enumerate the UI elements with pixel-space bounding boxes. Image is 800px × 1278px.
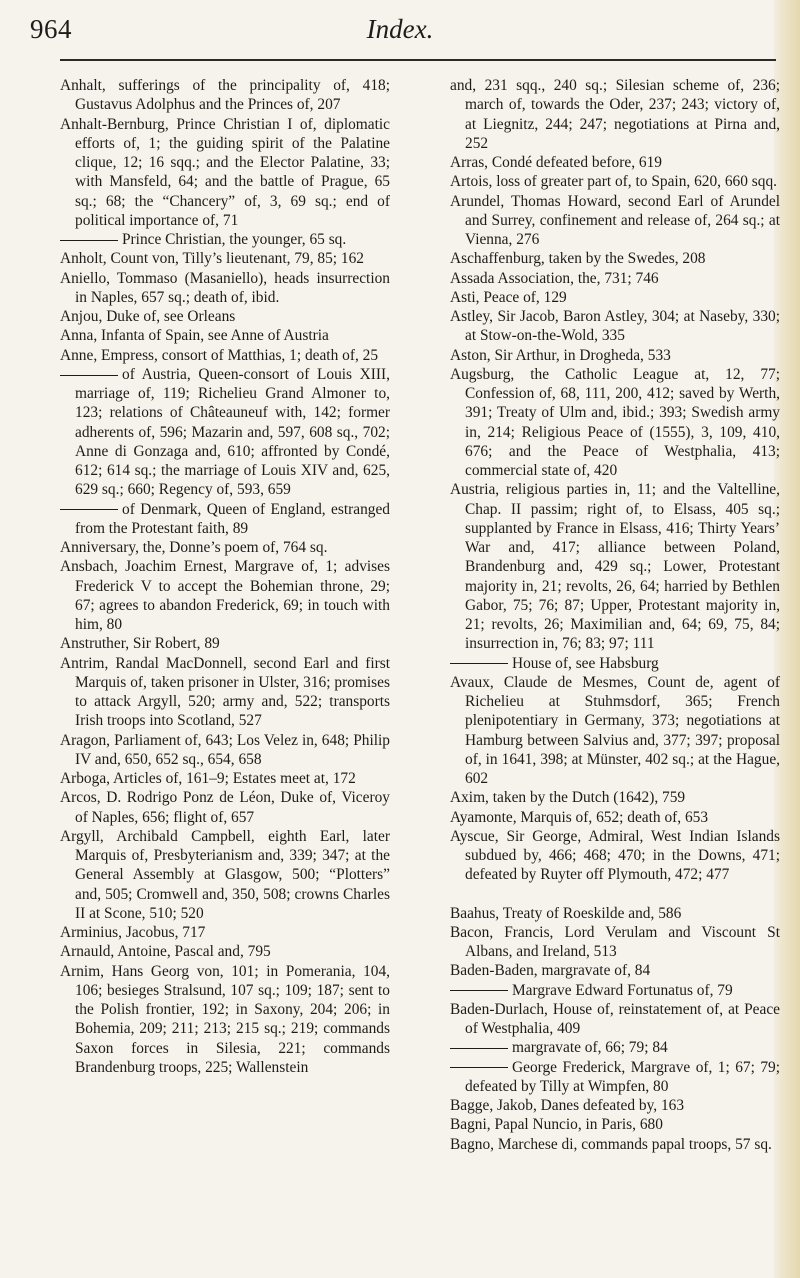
index-entry — [60, 654, 390, 731]
index-entry — [450, 1115, 780, 1134]
entry-text: of Denmark, Queen of England, estranged from the Protestant faith, 89 — [75, 500, 390, 537]
entry-text: House of, reinstatement of, at Peace of Westphalia, 409 — [465, 1000, 780, 1037]
index-entry — [60, 500, 390, 539]
entry-text: Joachim Ernest, Margrave of, 1; advises Frederick V to accept the Bohemian throne, 29; 67; agrees to abandon Frederick, 69; in touch with him, 80 — [75, 558, 390, 633]
index-entry — [60, 942, 390, 961]
entry-heading: Anjou, — [60, 308, 103, 325]
entry-heading: Antrim, — [60, 654, 109, 672]
entry-text: Sir Jacob, Baron Astley, 304; at Naseby, 330; at Stow-on-the-Wold, 335 — [465, 308, 780, 345]
entry-heading: Aniello, — [60, 269, 111, 287]
entry-text: sufferings of the principality of, 418; Gustavus Adolphus and the Princes of, 207 — [75, 77, 390, 114]
page-number: 964 — [30, 14, 72, 44]
ditto-dash — [60, 509, 118, 510]
ditto-dash — [450, 663, 508, 664]
entry-text: Donne’s poem of, 764 sq. — [169, 539, 328, 556]
index-column-right — [450, 76, 780, 1154]
index-entry — [450, 1058, 780, 1097]
entry-heading: Augsburg, — [450, 365, 515, 383]
entry-heading: Arcos, — [60, 789, 101, 807]
index-entry — [60, 230, 390, 249]
entry-heading: Avaux, — [450, 673, 494, 691]
ditto-dash — [450, 1067, 508, 1068]
entry-text: Condé defeated before, 619 — [491, 154, 662, 171]
entry-text: Count von, Tilly’s lieutenant, 79, 85; 162 — [110, 250, 365, 268]
entry-text: the Catholic League at, 12, 77; Confession of, 68, 111, 200, 412; saved by Werth, 391; Treaty of Ulm and, ibid.; 393; Swedish army in, 214; Religious Peace of (1555), 3, 109, 410, 676; and the Peace of Westphalia, 413; commercial state of, 420 — [465, 365, 780, 479]
entry-heading: Aston, — [450, 346, 491, 364]
index-entry — [450, 153, 780, 172]
entry-heading: Arnim, — [60, 962, 105, 980]
entry-heading: Anhalt-Bernburg, — [60, 115, 169, 133]
entry-text: Tommaso (Masaniello), heads insurrection in Naples, 657 sq.; death of, ibid. — [75, 269, 390, 306]
entry-text: Margrave Edward Fortunatus of, 79 — [512, 981, 733, 999]
entry-heading: Aschaffenburg, — [450, 250, 545, 268]
entry-text: Antoine, Pascal and, 795 — [117, 943, 271, 961]
entry-text: George Frederick, Margrave of, 1; 67; 79; defeated by Tilly at Wimpfen, 80 — [465, 1058, 780, 1095]
entry-text: Thomas Howard, second Earl of Arundel and Surrey, confinement and release of, 264 sq.; at Vienna, 276 — [465, 192, 780, 248]
index-entry — [450, 788, 780, 807]
ditto-dash — [450, 1048, 508, 1049]
entry-heading: Arnauld, — [60, 943, 115, 961]
entry-text: Parliament of, 643; Los Velez in, 648; Philip IV and, 650, 652 sq., 654, 658 — [75, 731, 390, 768]
entry-text: D. Rodrigo Ponz de Léon, Duke of, Viceroy of Naples, 656; flight of, 657 — [75, 789, 390, 826]
entry-heading: Arras, — [450, 154, 489, 171]
running-head: Index. — [366, 14, 434, 44]
index-entry — [60, 788, 390, 827]
index-entry — [450, 172, 780, 191]
entry-text: Marchese di, commands papal troops, 57 sq. — [497, 1135, 772, 1153]
entry-text: religious parties in, 11; and the Valtelline, Chap. II passim; right of, to Elsass, 405 sq.; supplanted by France in Elsass, 416; Thirty Years’ War and, 417; alliance between Poland, Brandenburg and, 429 sq.; Lower, Protestant majority in, 21; revolts, 26, 64; harried by Bethlen Gabor, 75; 76; 87; Upper, Protestant majority in, 21; revolts, 26; Maximilian and, 64; 69, 75, 84; insurrection in, 76; 83; 97; 111 — [465, 481, 780, 653]
entry-heading: Anne, — [60, 346, 98, 364]
entry-heading: Bagge, — [450, 1097, 494, 1114]
index-entry — [450, 827, 780, 885]
index-entry — [450, 346, 780, 365]
entry-text: Prince Christian, the younger, 65 sq. — [122, 231, 347, 248]
entry-heading: Baden-Durlach, — [450, 1000, 548, 1018]
index-entry — [450, 76, 780, 153]
index-entry — [60, 346, 390, 365]
entry-text: Infanta of Spain, see Anne of Austria — [101, 327, 329, 345]
index-entry — [60, 731, 390, 770]
ditto-dash — [60, 375, 118, 376]
index-entry — [60, 76, 390, 115]
index-entry — [60, 326, 390, 345]
entry-text: taken by the Dutch (1642), 759 — [492, 789, 686, 807]
entry-heading: Artois, — [450, 173, 493, 191]
entry-text: Sir Robert, 89 — [132, 635, 220, 653]
index-entry — [450, 961, 780, 980]
entry-text: Jakob, Danes defeated by, 163 — [497, 1097, 685, 1114]
entry-text: margravate of, 84 — [541, 962, 651, 980]
index-entry — [450, 480, 780, 653]
entry-text: House of, see Habsburg — [512, 654, 659, 672]
entry-text: taken by the Swedes, 208 — [548, 250, 706, 268]
index-entry — [450, 269, 780, 288]
entry-text: Association, the, 731; 746 — [497, 269, 659, 287]
index-entry — [450, 307, 780, 346]
entry-heading: Ayamonte, — [450, 808, 517, 826]
entry-text: Claude de Mesmes, Count de, agent of Richelieu at Stuhmsdorf, 365; French plenipotentiary in Germany, 373; negotiations at Hamburg between Salvius and, 377; 397; proposal of, in 1641, 398; at Münster, 402 sq.; at the Hague, 602 — [465, 673, 780, 787]
entry-text: of Austria, Queen-consort of Louis XIII, marriage of, 119; Richelieu Grand Almoner to, 123; relations of Châteauneuf with, 142; former adherents of, 596; Mazarin and, 597, 608 sq., 702; Anne di Gonzaga and, 610; affronted by Condé, 612; 614 sq.; the marriage of Louis XIV and, 625, 629 sq.; 660; Regency of, 593, 659 — [75, 365, 390, 499]
index-entry — [60, 634, 390, 653]
index-entry — [60, 249, 390, 268]
entry-heading: Austria, — [450, 481, 500, 499]
entry-text: Archibald Campbell, eighth Earl, later Marquis of, Presbyterianism and, 339; 347; at the General Assembly at Glasgow, 500; “Plotters” and, 505; Cromwell and, 350, 508; crowns Charles II at Scone, 510; 520 — [75, 827, 390, 922]
index-entry — [450, 923, 780, 962]
index-entry — [60, 307, 390, 326]
entry-text: Empress, consort of Matthias, 1; death of, 25 — [101, 346, 379, 364]
entry-heading: Asti, — [450, 288, 480, 306]
entry-text: Articles of, 161–9; Estates meet at, 172 — [113, 770, 356, 787]
index-entry — [60, 538, 390, 557]
header-rule — [60, 59, 776, 61]
ditto-dash — [60, 240, 118, 241]
entry-text: Jacobus, 717 — [125, 924, 206, 941]
index-entry — [450, 808, 780, 827]
index-entry — [60, 962, 390, 1078]
entry-heading: Anna, — [60, 327, 98, 345]
index-entry — [450, 288, 780, 307]
entry-heading: Anstruther, — [60, 635, 130, 653]
entry-heading: Argyll, — [60, 827, 104, 845]
index-entry — [450, 673, 780, 789]
index-entry — [450, 1135, 780, 1154]
entry-text: Sir George, Admiral, West Indian Islands subdued by, 466; 468; 470; in the Downs, 471; defeated by Ruyter off Plymouth, 472; 477 — [465, 827, 780, 884]
entry-heading: Anhalt, — [60, 77, 106, 94]
index-column-left — [60, 76, 390, 1077]
entry-text: loss of greater part of, to Spain, 620, 660 sqq. — [496, 173, 778, 191]
entry-heading: Bacon, — [450, 923, 494, 941]
entry-text: Duke of, see Orleans — [106, 308, 236, 325]
entry-heading: Arundel, — [450, 192, 505, 210]
entry-heading: Arminius, — [60, 924, 122, 941]
index-entry — [450, 981, 780, 1000]
index-entry — [60, 557, 390, 634]
index-entry — [450, 365, 780, 481]
index-entry — [60, 923, 390, 942]
index-entry — [60, 827, 390, 923]
entry-heading: Ansbach, — [60, 558, 118, 576]
entry-heading: Baahus, — [450, 904, 500, 922]
index-entry — [450, 192, 780, 250]
entry-heading: Axim, — [450, 789, 489, 807]
index-entry — [60, 365, 390, 500]
index-entry — [60, 769, 390, 788]
entry-text: Peace of, 129 — [483, 288, 567, 306]
entry-heading: Anholt, — [60, 250, 107, 268]
entry-text: Hans Georg von, 101; in Pomerania, 104, 106; besieges Stralsund, 107 sq.; 109; 187; sent to the Polish frontier, 192; in Saxony, 204; 206; in Bohemia, 209; 211; 213; 215 sq.; 219; commands Saxon forces in Silesia, 221; commands Brandenburg troops, 225; Wallenstein — [75, 962, 391, 1076]
index-entry — [450, 1096, 780, 1115]
entry-text: Sir Arthur, in Drogheda, 533 — [494, 346, 671, 364]
ditto-dash — [450, 990, 508, 991]
entry-heading: Anniversary, the, — [60, 539, 166, 556]
entry-text: Treaty of Roeskilde and, 586 — [502, 904, 682, 922]
entry-text: Randal MacDonnell, second Earl and first Marquis of, taken prisoner in Ulster, 316; promises to attack Argyll, 520; army and, 522; transports Irish troops into Scotland, 527 — [75, 654, 390, 730]
index-entry — [60, 115, 390, 231]
entry-heading: Bagni, — [450, 1116, 491, 1134]
entry-heading: Baden-Baden, — [450, 962, 538, 980]
index-entry — [450, 1000, 780, 1039]
entry-heading: Bagno, — [450, 1135, 495, 1153]
entry-heading: Arboga, — [60, 770, 111, 787]
entry-heading: Assada — [450, 269, 495, 287]
index-entry — [450, 904, 780, 923]
entry-heading: Astley, — [450, 308, 494, 325]
entry-heading: Aragon, — [60, 731, 111, 749]
index-entry — [450, 1038, 780, 1057]
entry-text: Papal Nuncio, in Paris, 680 — [494, 1116, 663, 1134]
index-entry — [450, 249, 780, 268]
entry-text: and, 231 sqq., 240 sq.; Silesian scheme of, 236; march of, towards the Oder, 237; 243; victory of, at Liegnitz, 244; 247; negotiations at Pirna and, 252 — [450, 77, 780, 152]
index-entry — [60, 269, 390, 308]
entry-text: Francis, Lord Verulam and Viscount St Albans, and Ireland, 513 — [465, 923, 780, 960]
entry-text: margravate of, 66; 79; 84 — [512, 1039, 668, 1057]
entry-text: Prince Christian I of, diplomatic efforts of, 1; the guiding spirit of the Palatine clique, 12; 16 sqq.; and the Elector Palatine, 33; with Mansfeld, 64; and the battle of Prague, 65 sq.; 68; the “Chancery” of, 3, 69 sq.; end of political importance of, 71 — [75, 115, 390, 229]
entry-heading: Ayscue, — [450, 827, 499, 845]
index-entry — [450, 654, 780, 673]
entry-text: Marquis of, 652; death of, 653 — [520, 808, 709, 826]
